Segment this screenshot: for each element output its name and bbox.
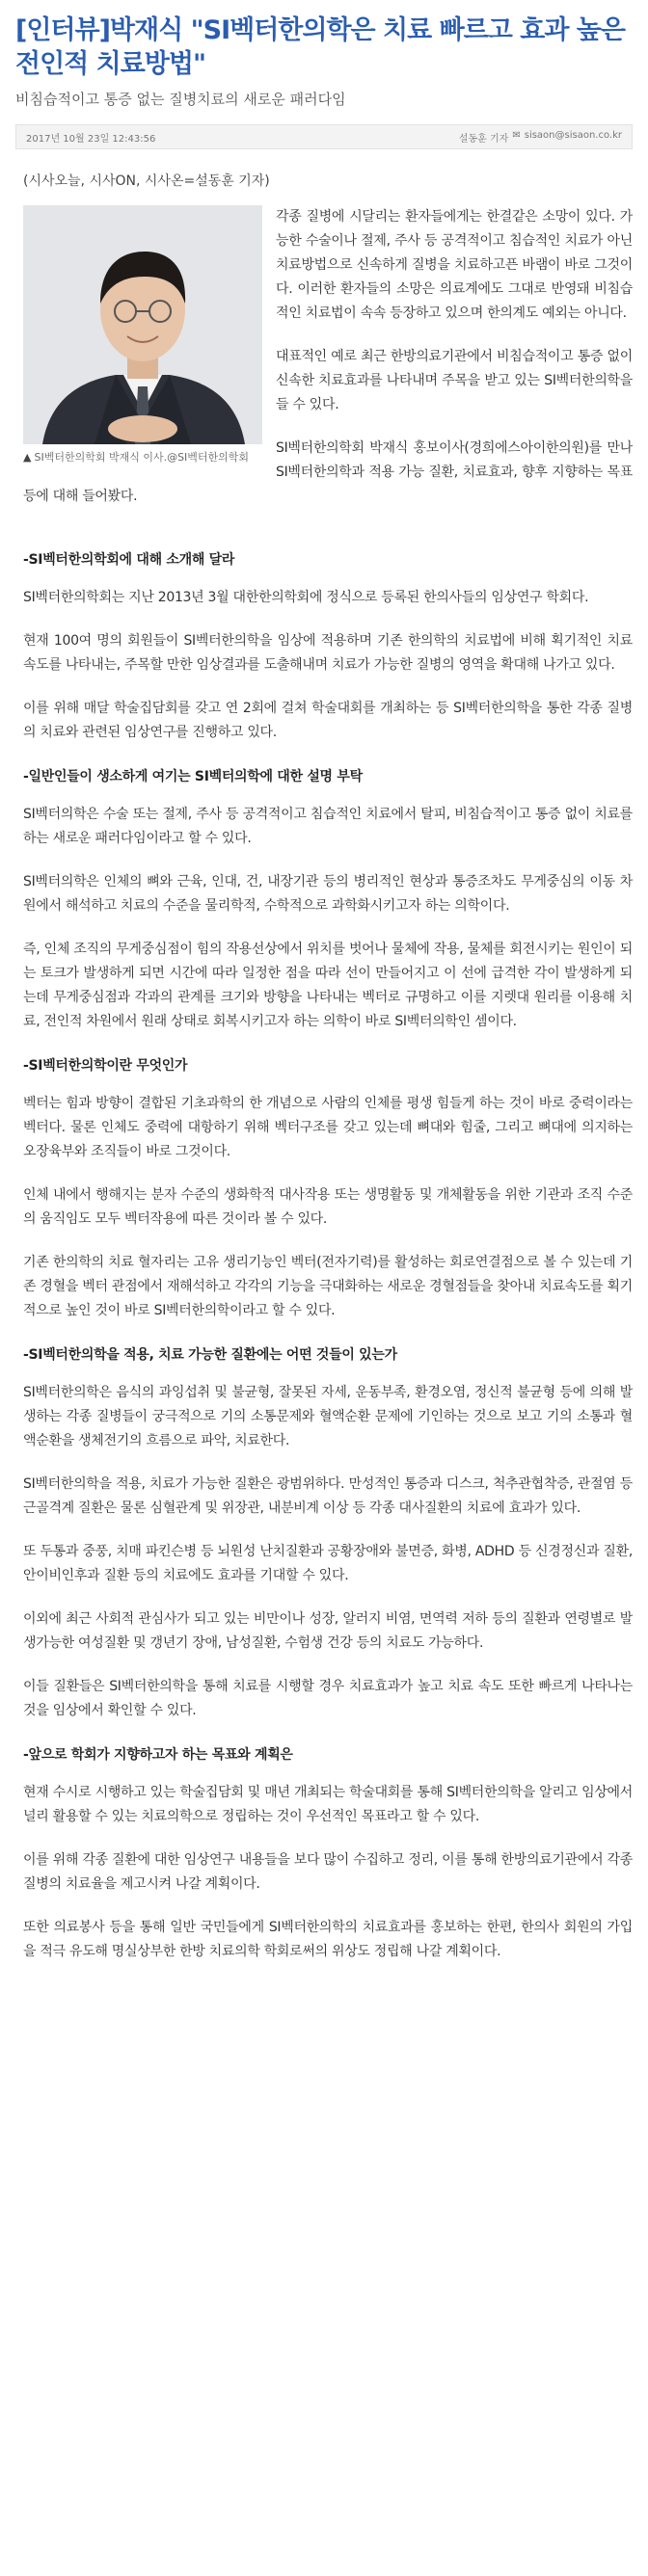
question-heading: -SI벡터한의학회에 대해 소개해 달라	[23, 552, 235, 568]
paragraph: 즉, 인체 조직의 무게중심점이 힘의 작용선상에서 위치를 벗어나 물체에 작용, 물체를 회전시키는 원인이 되는 토크가 발생하게 되면 시간에 따라 일정한 점을 따라 선이 만들어지고 이 선에 급격한 각이 발생하게 되는데 무게중심점과 각과의 관계를 크기와 방향을 나타내는 벡터로 규명하고 이를 지렛대 원리를 이용해 치료, 전인적 차원에서 원래 상태로 회복시키고자 하는 의학이 바로 SI벡터의학인 셈이다.	[23, 942, 633, 1029]
paragraph: 이외에 최근 사회적 관심사가 되고 있는 비만이나 성장, 알러지 비염, 면역력 저하 등의 질환과 연령별로 발생가능한 여성질환 및 갱년기 장애, 남성질환, 수험생 건강 등의 치료도 가능하다.	[23, 1611, 633, 1651]
paragraph: 대표적인 예로 최근 한방의료기관에서 비침습적이고 통증 없이 신속한 치료효과를 나타내며 주목을 받고 있는 SI벡터한의학을 들 수 있다.	[276, 349, 633, 412]
paragraph: SI벡터한의학을 적용, 치료가 가능한 질환은 광범위하다. 만성적인 통증과 디스크, 척추관협착증, 관절염 등 근골격계 질환은 물론 심혈관계 및 위장관, 내분비계 이상 등 각종 대사질환의 치료에 효과가 있다.	[23, 1476, 633, 1516]
article-subtitle: 비침습적이고 통증 없는 질병치료의 새로운 패러다임	[15, 91, 346, 108]
paragraph: 또한 의료봉사 등을 통해 일반 국민들에게 SI벡터한의학의 치료효과를 홍보하는 한편, 한의사 회원의 가입을 적극 유도해 명실상부한 한방 치료의학 학회로써의 위상도 정립해 나갈 계획이다.	[23, 1920, 633, 1959]
question-heading: -SI벡터한의학이란 무엇인가	[23, 1058, 188, 1074]
paragraph: 인체 내에서 행해지는 분자 수준의 생화학적 대사작용 또는 생명활동 및 개체활동을 위한 기관과 조직 수준의 움직임도 모두 벡터작용에 따른 것이라 볼 수 있다.	[23, 1187, 633, 1227]
question-heading: -SI벡터한의학을 적용, 치료 가능한 질환에는 어떤 것들이 있는가	[23, 1347, 397, 1363]
interviewee-photo	[23, 205, 262, 444]
paragraph: 이를 위해 각종 질환에 대한 임상연구 내용들을 보다 많이 수집하고 정리, 이를 통해 한방의료기관에서 각종 질병의 치료율을 제고시켜 나갈 계획이다.	[23, 1852, 633, 1892]
paragraph: 또 두통과 중풍, 치매 파킨슨병 등 뇌원성 난치질환과 공황장애와 불면증, 화병, ADHD 등 신경정신과 질환, 안이비인후과 질환 등의 치료에도 효과를 기대할 수 있다.	[23, 1544, 633, 1583]
question-heading: -일반인들이 생소하게 여기는 SI벡터의학에 대한 설명 부탁	[23, 769, 363, 784]
paragraph: SI벡터의학은 인체의 뼈와 근육, 인대, 건, 내장기관 등의 병리적인 현상과 통증조차도 무게중심의 이동 차원에서 해석하고 치료의 수준을 물리학적, 수학적으로 과학화시키고자 하는 의학이다.	[23, 874, 633, 914]
reporter-info	[459, 130, 622, 145]
paragraph: 현재 100여 명의 회원들이 SI벡터한의학을 임상에 적용하며 기존 한의학의 치료법에 비해 획기적인 치료 속도를 나타내는, 주목할 만한 임상결과를 도출해내며 치료가 가능한 질병의 영역을 확대해 나가고 있다.	[23, 633, 633, 673]
paragraph: 현재 수시로 시행하고 있는 학술집담회 및 매년 개최되는 학술대회를 통해 SI벡터한의학을 알리고 임상에서 널리 활용할 수 있는 치료의학으로 정립하는 것이 우선적인 목표라고 할 수 있다.	[23, 1785, 633, 1824]
paragraph: SI벡터한의학회는 지난 2013년 3월 대한한의학회에 정식으로 등록된 한의사들의 임상연구 학회다.	[23, 590, 589, 605]
question-heading: -앞으로 학회가 지향하고자 하는 목표와 계획은	[23, 1747, 293, 1763]
article-title: [인터뷰]박재식 "SI벡터한의학은 치료 빠르고 효과 높은 전인적 치료방법"	[15, 15, 625, 79]
photo-caption	[23, 444, 262, 465]
article-container	[15, 0, 633, 1964]
paragraph: 각종 질병에 시달리는 환자들에게는 한결같은 소망이 있다. 가능한 수술이나 절제, 주사 등 공격적이고 침습적인 치료가 아닌 치료방법으로 신속하게 질병을 치료하고픈 바램이 바로 그것이다. 이러한 환자들의 소망은 의료계에도 그대로 반영돼 비침습적인 치료법이 속속 등장하고 있으며 한의계도 예외는 아니다.	[276, 209, 633, 321]
paragraph: 이들 질환들은 SI벡터한의학을 통해 치료를 시행할 경우 치료효과가 높고 치료 속도 또한 빠르게 나타나는 것을 임상에서 확인할 수 있다.	[23, 1679, 633, 1718]
reporter-name[interactable]: 설동훈 기자	[458, 133, 509, 145]
caption-triangle-icon: ▲	[23, 451, 32, 464]
paragraph: 기존 한의학의 치료 혈자리는 고유 생리기능인 벡터(전자기력)를 활성하는 회로연결점으로 볼 수 있는데 기존 경혈을 벡터 관점에서 재해석하고 각각의 기능을 극대화하는 새로운 경혈점들을 찾아내 치료속도를 획기적으로 높인 것이 바로 SI벡터한의학이라고 할 수 있다.	[23, 1255, 633, 1318]
paragraph: 이를 위해 매달 학술집담회를 갖고 연 2회에 걸쳐 학술대회를 개최하는 등 SI벡터한의학을 통한 각종 질병의 치료와 관련된 임상연구를 진행하고 있다.	[23, 701, 633, 740]
portrait-illustration	[23, 205, 262, 444]
article-meta-bar	[15, 124, 633, 149]
byline: (시사오늘, 시사ON, 시사온=설동훈 기자)	[23, 173, 270, 189]
envelope-icon[interactable]: ✉	[512, 129, 521, 141]
article-date: 2017년 10월 23일 12:43:56	[26, 133, 156, 145]
caption-text: SI벡터한의학회 박재식 이사.@SI벡터한의학회	[34, 451, 250, 464]
paragraph: SI벡터한의학은 음식의 과잉섭취 및 불균형, 잘못된 자세, 운동부족, 환경오염, 정신적 불균형 등에 의해 발생하는 각종 질병들이 궁극적으로 기의 소통문제와 혈액순환 문제에 기인하는 것으로 보고 기의 소통과 혈액순환을 생체전기의 흐름으로 파악, 치료한다.	[23, 1385, 633, 1448]
paragraph: SI벡터한의학회 박재식 홍보이사(경희에스아이한의원)를 만나 SI벡터한의학과 적용 가능 질환, 치료효과, 향후 지향하는 목표 등에 대해 들어봤다.	[23, 440, 633, 504]
article-figure	[23, 205, 262, 465]
reporter-email[interactable]: sisaon@sisaon.co.kr	[524, 129, 622, 141]
paragraph: SI벡터의학은 수술 또는 절제, 주사 등 공격적이고 침습적인 치료에서 탈피, 비침습적이고 통증 없이 치료를 하는 새로운 패러다임이라고 할 수 있다.	[23, 807, 633, 846]
paragraph: 벡터는 힘과 방향이 결합된 기초과학의 한 개념으로 사람의 인체를 평생 힘들게 하는 것이 바로 중력이라는 벡터다. 물론 인체도 중력에 대항하기 위해 벡터구조를 갖고 있는데 뼈대와 힘줄, 그리고 뼈대에 의지하는 오장육부와 조직들이 바로 그것이다.	[23, 1096, 633, 1159]
